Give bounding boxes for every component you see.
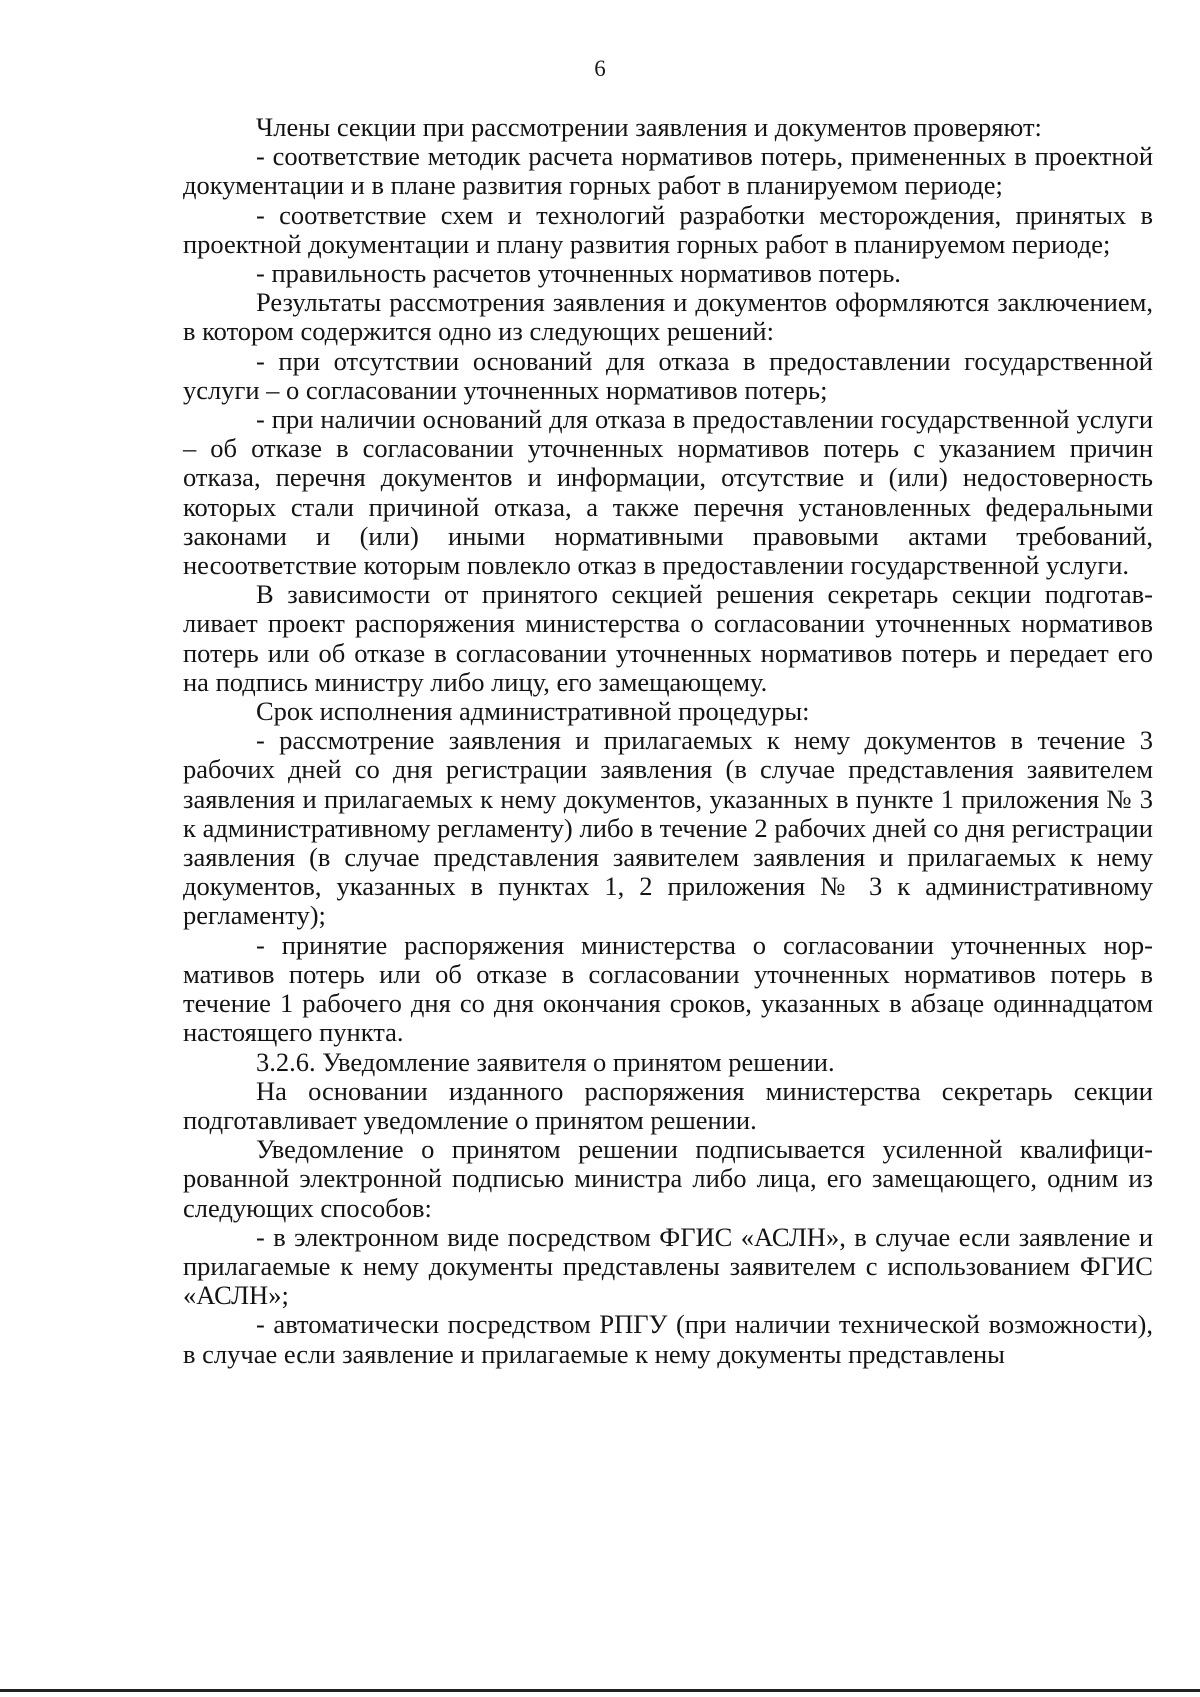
- paragraph-results: Результаты рассмотрения заявления и документов оформляются заключением, в котором содержится одно из следующих решений:: [183, 287, 1153, 347]
- paragraph-decision-refuse: - при наличии оснований для отказа в предоставлении государственной услуги – об отказе в согласовании уточненных нормативов потерь с указанием причин отказа, перечня документов и информации, отсутствие и (или) недостоверность которых стали причиной отказа, а также перечня установленных федеральными законами и (или) иными нормативными правовыми актами требований, несоответствие которым повлекло отказ в предоставлении государственной услуги.: [183, 404, 1153, 581]
- paragraph-decision-approve: - при отсутствии оснований для отказа в предоставлении государственной услуги – о согласовании уточненных нормативов потерь;: [183, 345, 1153, 405]
- paragraph-deadline-review: - рассмотрение заявления и прилагаемых к нему документов в течение 3 рабочих дней со дня регистрации заявления (в случае представления заявителем заявления и прилагаемых к нему документов, указанных в пункте 1 приложения № 3 к административному регламенту) либо в течение 2 рабочих дней со дня регистрации заявления (в случае представления заявителем заявления и прилагаемых к нему документов, указанных в пунктах 1, 2 приложения № 3 к административному регламенту);: [183, 725, 1153, 931]
- section-heading-3-2-6: 3.2.6. Уведомление заявителя о принятом решении.: [256, 1046, 835, 1077]
- paragraph-intro: Члены секции при рассмотрении заявления и документов проверяют:: [256, 112, 1042, 142]
- paragraph-secretary-draft: В зависимости от принятого секцией решения секретарь секции подготавливает проект распоряжения министерства о согласовании уточненных нормативов потерь или об отказе в согласовании уточненных нормативов потерь и передает его на подпись министру либо лицу, его замещающему.: [183, 579, 1153, 697]
- page-number: 6: [594, 56, 606, 81]
- paragraph-notification-signature: Уведомление о принятом решении подписывается усиленной квалифицированной электронной подписью министра либо лица, его замещающего, одним из следующих способов:: [183, 1134, 1153, 1223]
- paragraph-check-schemes: - соответствие схем и технологий разработки месторождения, принятых в проектной документации и плану развития горных работ в планируемом периоде;: [183, 199, 1153, 259]
- paragraph-deadline-heading: Срок исполнения административной процедуры:: [256, 696, 810, 727]
- paragraph-method-fgis: - в электронном виде посредством ФГИС «АСЛН», в случае если заявление и прилагаемые к нему документы представлены заявителем с использованием ФГИС «АСЛН»;: [183, 1221, 1153, 1311]
- scan-bottom-edge: [0, 1689, 1200, 1692]
- paragraph-deadline-order: - принятие распоряжения министерства о согласовании уточненных нормативов потерь или об отказе в согласовании уточненных нормативов потерь в течение 1 рабочего дня со дня окончания сроков, указанных в абзаце одиннадцатом настоящего пункта.: [183, 929, 1153, 1048]
- paragraph-check-calculations: - правильность расчетов уточненных нормативов потерь.: [256, 258, 901, 289]
- paragraph-method-rpgu: - автоматически посредством РПГУ (при наличии технической возможности), в случае если заявление и прилагаемые к нему документы представлены: [183, 1309, 1153, 1369]
- document-body: [183, 113, 1153, 1369]
- paragraph-notification-prepare: На основании изданного распоряжения министерства секретарь секции подготавливает уведомление о принятом решении.: [183, 1075, 1153, 1135]
- paragraph-check-methods: - соответствие методик расчета нормативов потерь, примененных в проектной документации и в плане развития горных работ в планируемом периоде;: [183, 141, 1153, 201]
